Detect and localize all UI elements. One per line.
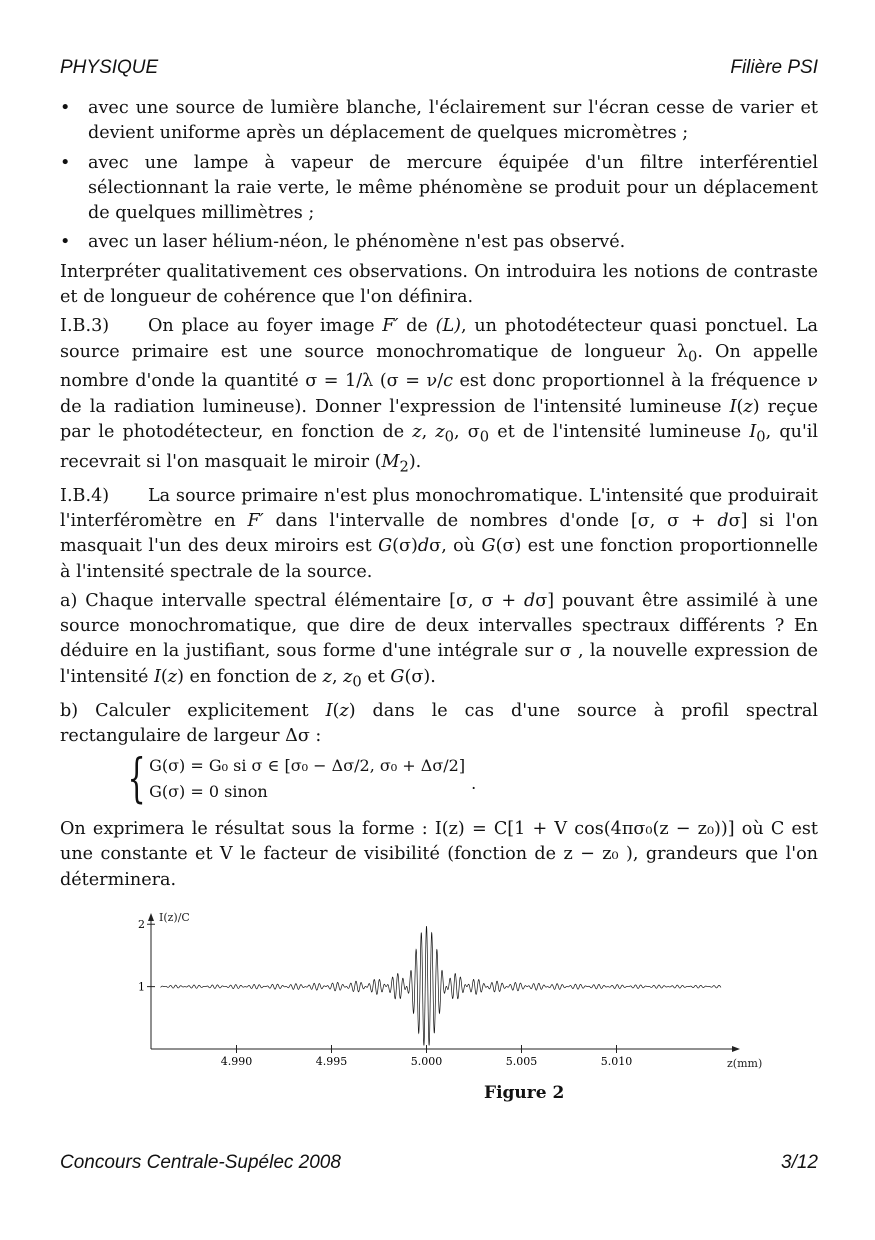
result-formula: I(z) = C[1 + V cos(4πσ₀(z − z₀))] <box>434 819 735 840</box>
x-tick-label: 5.010 <box>600 1055 633 1068</box>
ib3-paragraph: I.B.3) On place au foyer image F′ de (L), un photodétecteur quasi ponctuel. La source primaire est une source monochromatique de longueur $\lambda_0$. On appelle nombre d'onde la quantité σ = 1/λ (σ = ν/c est donc proportionnel à la fréquence ν de la radiation lumineuse). Donner l'expression de l'intensité lumineuse I(z) reçue par le photodétecteur, en fonction de z, $z_0$, $\sigma_0$ et de l'intensité lumineuse $I_0$, qu'il recevrait si l'on masquait le miroir $(M_2)$. <box>60 316 819 476</box>
bullet-item: • avec une lampe à vapeur de mercure équipée d'un filtre interférentiel sélectionnant la raie verte, le même phénomène se produit pour un déplacement de quelques millimètres ; <box>60 151 818 227</box>
y-axis-arrow <box>148 913 154 921</box>
x-axis-arrow <box>732 1046 740 1052</box>
footer-exam: Concours Centrale-Supélec 2008 <box>60 1152 341 1173</box>
bullet-item: • avec une source de lumière blanche, l'éclairement sur l'écran cesse de varier et devient uniforme après un déplacement de quelques micromètres ; <box>60 96 818 147</box>
question-a: a) Chaque intervalle spectral élémentaire [σ, σ + dσ] pouvant être assimilé à une source monochromatique, que dire de deux intervalles spectraux différents ? En déduire en la justifiant, sous forme d'une intégrale sur σ , la nouvelle expression de l'intensité I(z) en fonction de z, $z_0$ et G(σ). <box>60 590 819 691</box>
result-paragraph: On exprimera le résultat sous la forme : I(z) = C[1 + V cos(4πσ₀(z − z₀))] où C est une constante et V le facteur de visibilité (fonction de z − z₀ ), grandeurs que l'on déterminera. <box>60 819 818 890</box>
bullet-item: • avec un laser hélium-néon, le phénomène n'est pas observé. <box>60 230 818 255</box>
header-subject: PHYSIQUE <box>60 57 159 78</box>
interpret-paragraph: Interpréter qualitativement ces observations. On introduira les notions de contraste et de longueur de cohérence que l'on définira. <box>60 261 818 308</box>
ib3-label: I.B.3) <box>60 316 110 337</box>
x-tick-label: 4.995 <box>315 1055 348 1068</box>
y-tick-label: 2 <box>138 918 145 932</box>
page-footer <box>60 1152 818 1174</box>
question-b: b) Calculer explicitement I(z) dans le cas d'une source à profil spectral rectangulaire de largeur Δσ : <box>60 700 818 746</box>
signal-curve <box>161 926 722 1045</box>
spectral-profile-equation: { G(σ) = G₀ si σ ∈ [σ₀ − Δσ/2, σ₀ + Δσ/2] G(σ) = 0 sinon . <box>127 749 477 810</box>
footer-page-number: 3/12 <box>781 1152 818 1173</box>
y-axis-label: I(z)/C <box>159 911 190 924</box>
y-tick-label: 1 <box>138 980 145 994</box>
figure-caption: Figure 2 <box>484 1083 565 1103</box>
x-tick-label: 4.990 <box>220 1055 253 1068</box>
ib4-paragraph: I.B.4) La source primaire n'est plus monochromatique. L'intensité que produirait l'interféromètre en F′ dans l'intervalle de nombres d'onde [σ, σ + dσ] si l'on masquait l'un des deux miroirs est G(σ)dσ, où G(σ) est une fonction proportionnelle à l'intensité spectrale de la source. <box>60 485 819 582</box>
equation-line-2: G(σ) = 0 sinon <box>149 782 268 802</box>
x-tick-label: 5.000 <box>410 1055 443 1068</box>
ib4-label: I.B.4) <box>60 485 110 506</box>
x-tick-label: 5.005 <box>505 1055 538 1068</box>
x-axis-label: z(mm) <box>727 1057 763 1070</box>
header-track: Filière PSI <box>730 57 818 78</box>
equation-line-1: G(σ) = G₀ si σ ∈ [σ₀ − Δσ/2, σ₀ + Δσ/2] <box>149 756 466 776</box>
